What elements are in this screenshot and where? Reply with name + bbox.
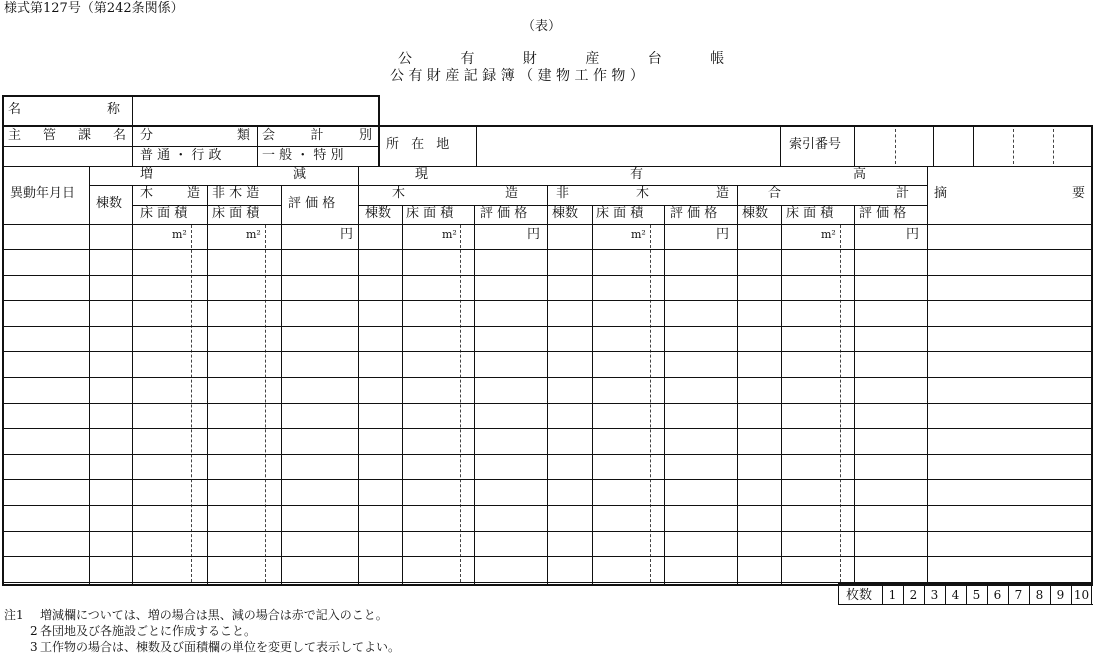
manager-dept-label: 主 管 課 名 [8,128,126,143]
rule-line [927,166,928,584]
dashed-rule [1013,129,1014,164]
page-title: 公 有 財 産 台 帳 [398,51,733,67]
rule-line [2,125,1093,127]
unit-area: m² [821,228,836,241]
index-number-label: 索引番号 [789,137,842,152]
unit-yen: 円 [340,227,354,242]
rule-line [2,505,1093,506]
sheet-number: 1 [888,588,897,602]
rule-line [780,127,781,166]
change-nonwood-floor-area-header: 床 面 積 [212,206,260,221]
sheet-number: 3 [930,588,939,602]
change-wood-floor-area-header: 床 面 積 [140,206,188,221]
unit-area: m² [172,228,187,241]
rule-line [133,146,378,147]
rule-line [2,275,1093,276]
location-label: 所 在 地 [386,137,450,152]
change-valuation-header: 評 価 格 [288,196,336,211]
note-3-prefix: 3 [30,640,38,654]
current-wood-valuation-header: 評 価 格 [480,206,528,221]
unit-area: m² [246,228,261,241]
rule-line [1091,125,1093,585]
classification-label: 分 類 [140,128,250,143]
rule-line [2,377,1093,378]
rule-line [378,95,380,127]
rule-line [2,403,1093,404]
rule-line [476,127,477,166]
rule-line [2,584,1093,586]
account-label: 会 計 別 [262,128,372,143]
rule-line [89,166,90,584]
rule-line [474,205,475,584]
rule-line [2,479,1093,480]
current-total-floor-area-header: 床 面 積 [786,206,834,221]
rule-line [378,127,380,166]
current-wood-count-header: 棟数 [365,206,392,221]
rule-line [2,95,380,97]
sheet-number: 6 [993,588,1002,602]
rule-line [592,205,593,584]
side-label: （表） [522,19,562,34]
rule-line [2,300,1093,301]
rule-line [547,185,548,584]
sheet-number: 4 [951,588,960,602]
unit-yen: 円 [716,227,730,242]
rule-line [933,127,934,166]
current-total-header: 合 [768,186,782,201]
dashed-rule [1053,129,1054,164]
page-subtitle: 公 有 財 産 記 録 簿 （ 建 物 工 作 物 ） [390,68,644,84]
rule-line [132,185,133,584]
dashed-rule [895,129,896,164]
rule-line [2,531,1093,532]
sheet-number: 10 [1073,588,1090,602]
change-nonwood-header: 非 木 造 [212,186,260,201]
current-total-valuation-header: 評 価 格 [859,206,907,221]
rule-line [664,205,665,584]
rule-line [2,249,1093,250]
sheet-number: 9 [1056,588,1065,602]
current-nonwood-header: 非 [556,186,570,201]
remarks-header: 摘 [934,186,948,201]
note-3: 工作物の場合は、棟数及び面積欄の単位を変更して表示してよい。 [40,640,401,654]
note-2: 各団地及び各施設ごとに作成すること。 [40,624,257,638]
rule-line [132,96,133,125]
rule-line [854,205,855,584]
unit-yen: 円 [527,227,541,242]
change-wood-header: 木 造 [140,186,200,201]
current-wood-floor-area-header: 床 面 積 [406,206,454,221]
rule-line [132,127,133,166]
name-label: 名 称 [8,102,120,117]
unit-area: m² [442,228,457,241]
current-nonwood-floor-area-header: 床 面 積 [596,206,644,221]
change-building-count-header: 棟数 [96,196,123,211]
sheet-number: 8 [1035,588,1044,602]
rule-line [257,127,258,166]
rule-line [281,185,282,584]
rule-line [358,166,359,584]
sheet-number: 7 [1014,588,1023,602]
unit-yen: 円 [906,227,920,242]
note-1-prefix: 注1 [4,608,24,622]
rule-line [2,454,1093,455]
form-number: 様式第127号（第242条関係） [4,1,184,16]
rule-line [207,185,208,584]
current-nonwood-count-header: 棟数 [552,206,579,221]
sheet-number: 2 [909,588,918,602]
note-1: 増減欄については、増の場合は黒、減の場合は赤で記入のこと。 [40,608,388,622]
account-value: 一 般 ・ 特 別 [262,148,344,163]
rule-line [854,127,855,166]
change-group-header: 増 [140,167,154,182]
current-holdings-header: 現 [415,167,429,182]
date-column-header: 異動年月日 [10,186,76,201]
rule-line [2,166,1093,167]
rule-line [838,582,839,605]
sheet-count-label: 枚数 [846,588,873,603]
rule-line [402,205,403,584]
rule-line [2,326,1093,327]
note-2-prefix: 2 [30,624,38,638]
rule-line [2,556,1093,557]
current-wood-header: 木 [392,186,406,201]
rule-line [973,127,974,166]
rule-line [2,351,1093,352]
sheet-number: 5 [972,588,981,602]
unit-area: m² [631,228,646,241]
rule-line [781,205,782,584]
rule-line [2,224,1093,225]
classification-value: 普 通 ・ 行 政 [140,148,222,163]
rule-line [737,185,738,584]
rule-line [2,95,4,585]
current-nonwood-valuation-header: 評 価 格 [670,206,718,221]
rule-line [2,428,1093,429]
current-total-count-header: 棟数 [742,206,769,221]
rule-line [2,146,133,147]
